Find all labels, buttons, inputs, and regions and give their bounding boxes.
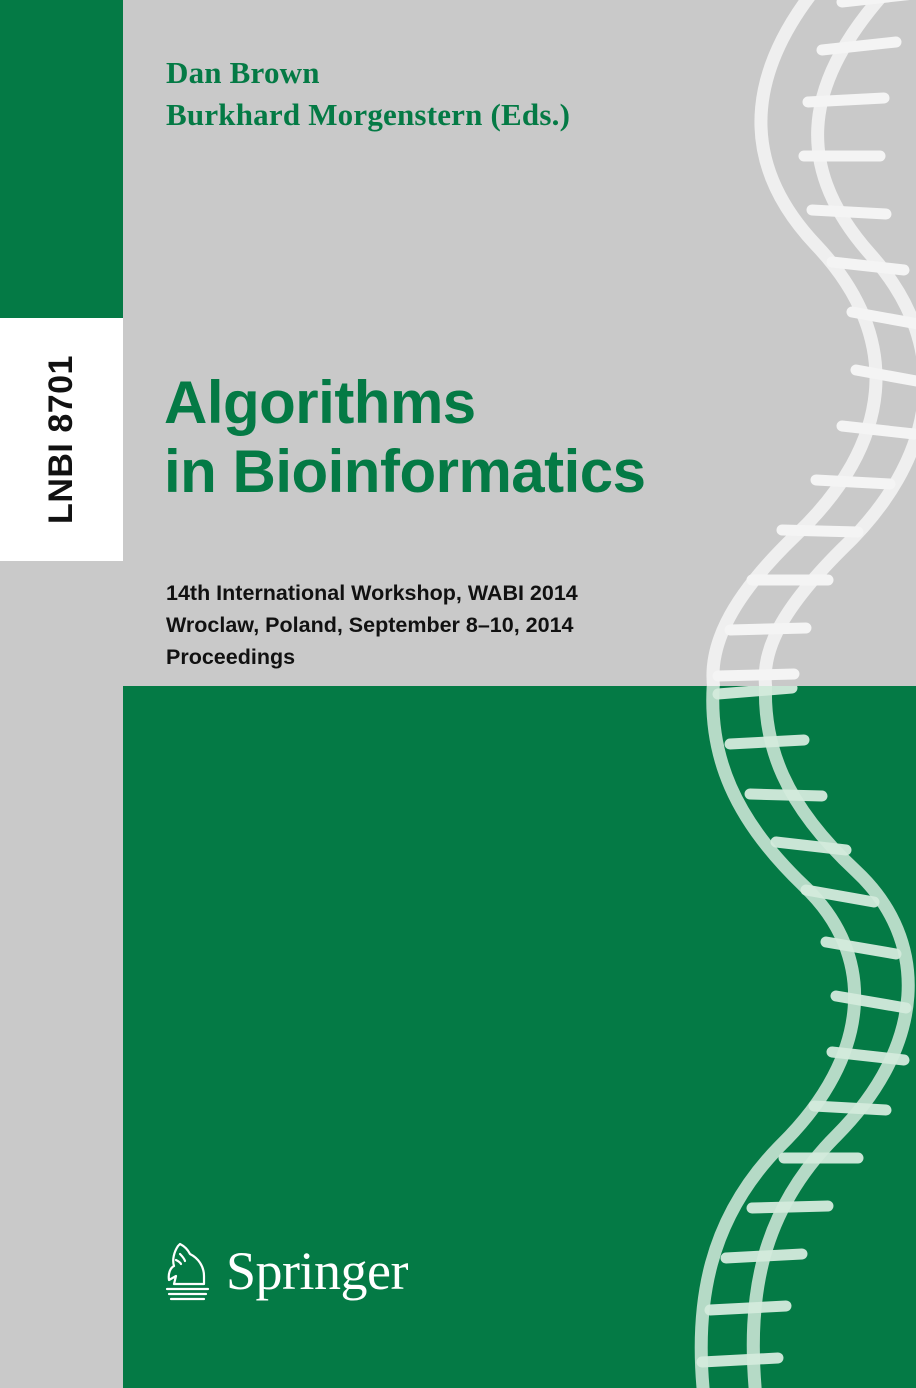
series-label: LNBI 8701: [42, 355, 80, 524]
springer-knight-icon: [164, 1240, 216, 1302]
title-line-2: in Bioinformatics: [164, 438, 646, 505]
left-green-block: [0, 0, 123, 318]
subtitle-line-1: 14th International Workshop, WABI 2014: [166, 581, 578, 605]
dna-helix-bottom-icon: [656, 686, 916, 1388]
editor-name-1: Dan Brown: [166, 55, 320, 90]
series-label-panel: [0, 318, 123, 561]
book-title: [164, 368, 804, 506]
subtitle-line-2: Wroclaw, Poland, September 8–10, 2014: [166, 612, 574, 637]
title-line-1: Algorithms: [164, 369, 476, 436]
editor-name-2: Burkhard Morgenstern (Eds.): [166, 96, 571, 132]
subtitle-line-3: Proceedings: [166, 644, 296, 669]
publisher-logo: [164, 1240, 408, 1302]
left-grey-block: [0, 561, 123, 1388]
editors-block: [166, 52, 570, 135]
book-subtitle: [166, 578, 806, 673]
springer-wordmark: Springer: [226, 1241, 408, 1301]
